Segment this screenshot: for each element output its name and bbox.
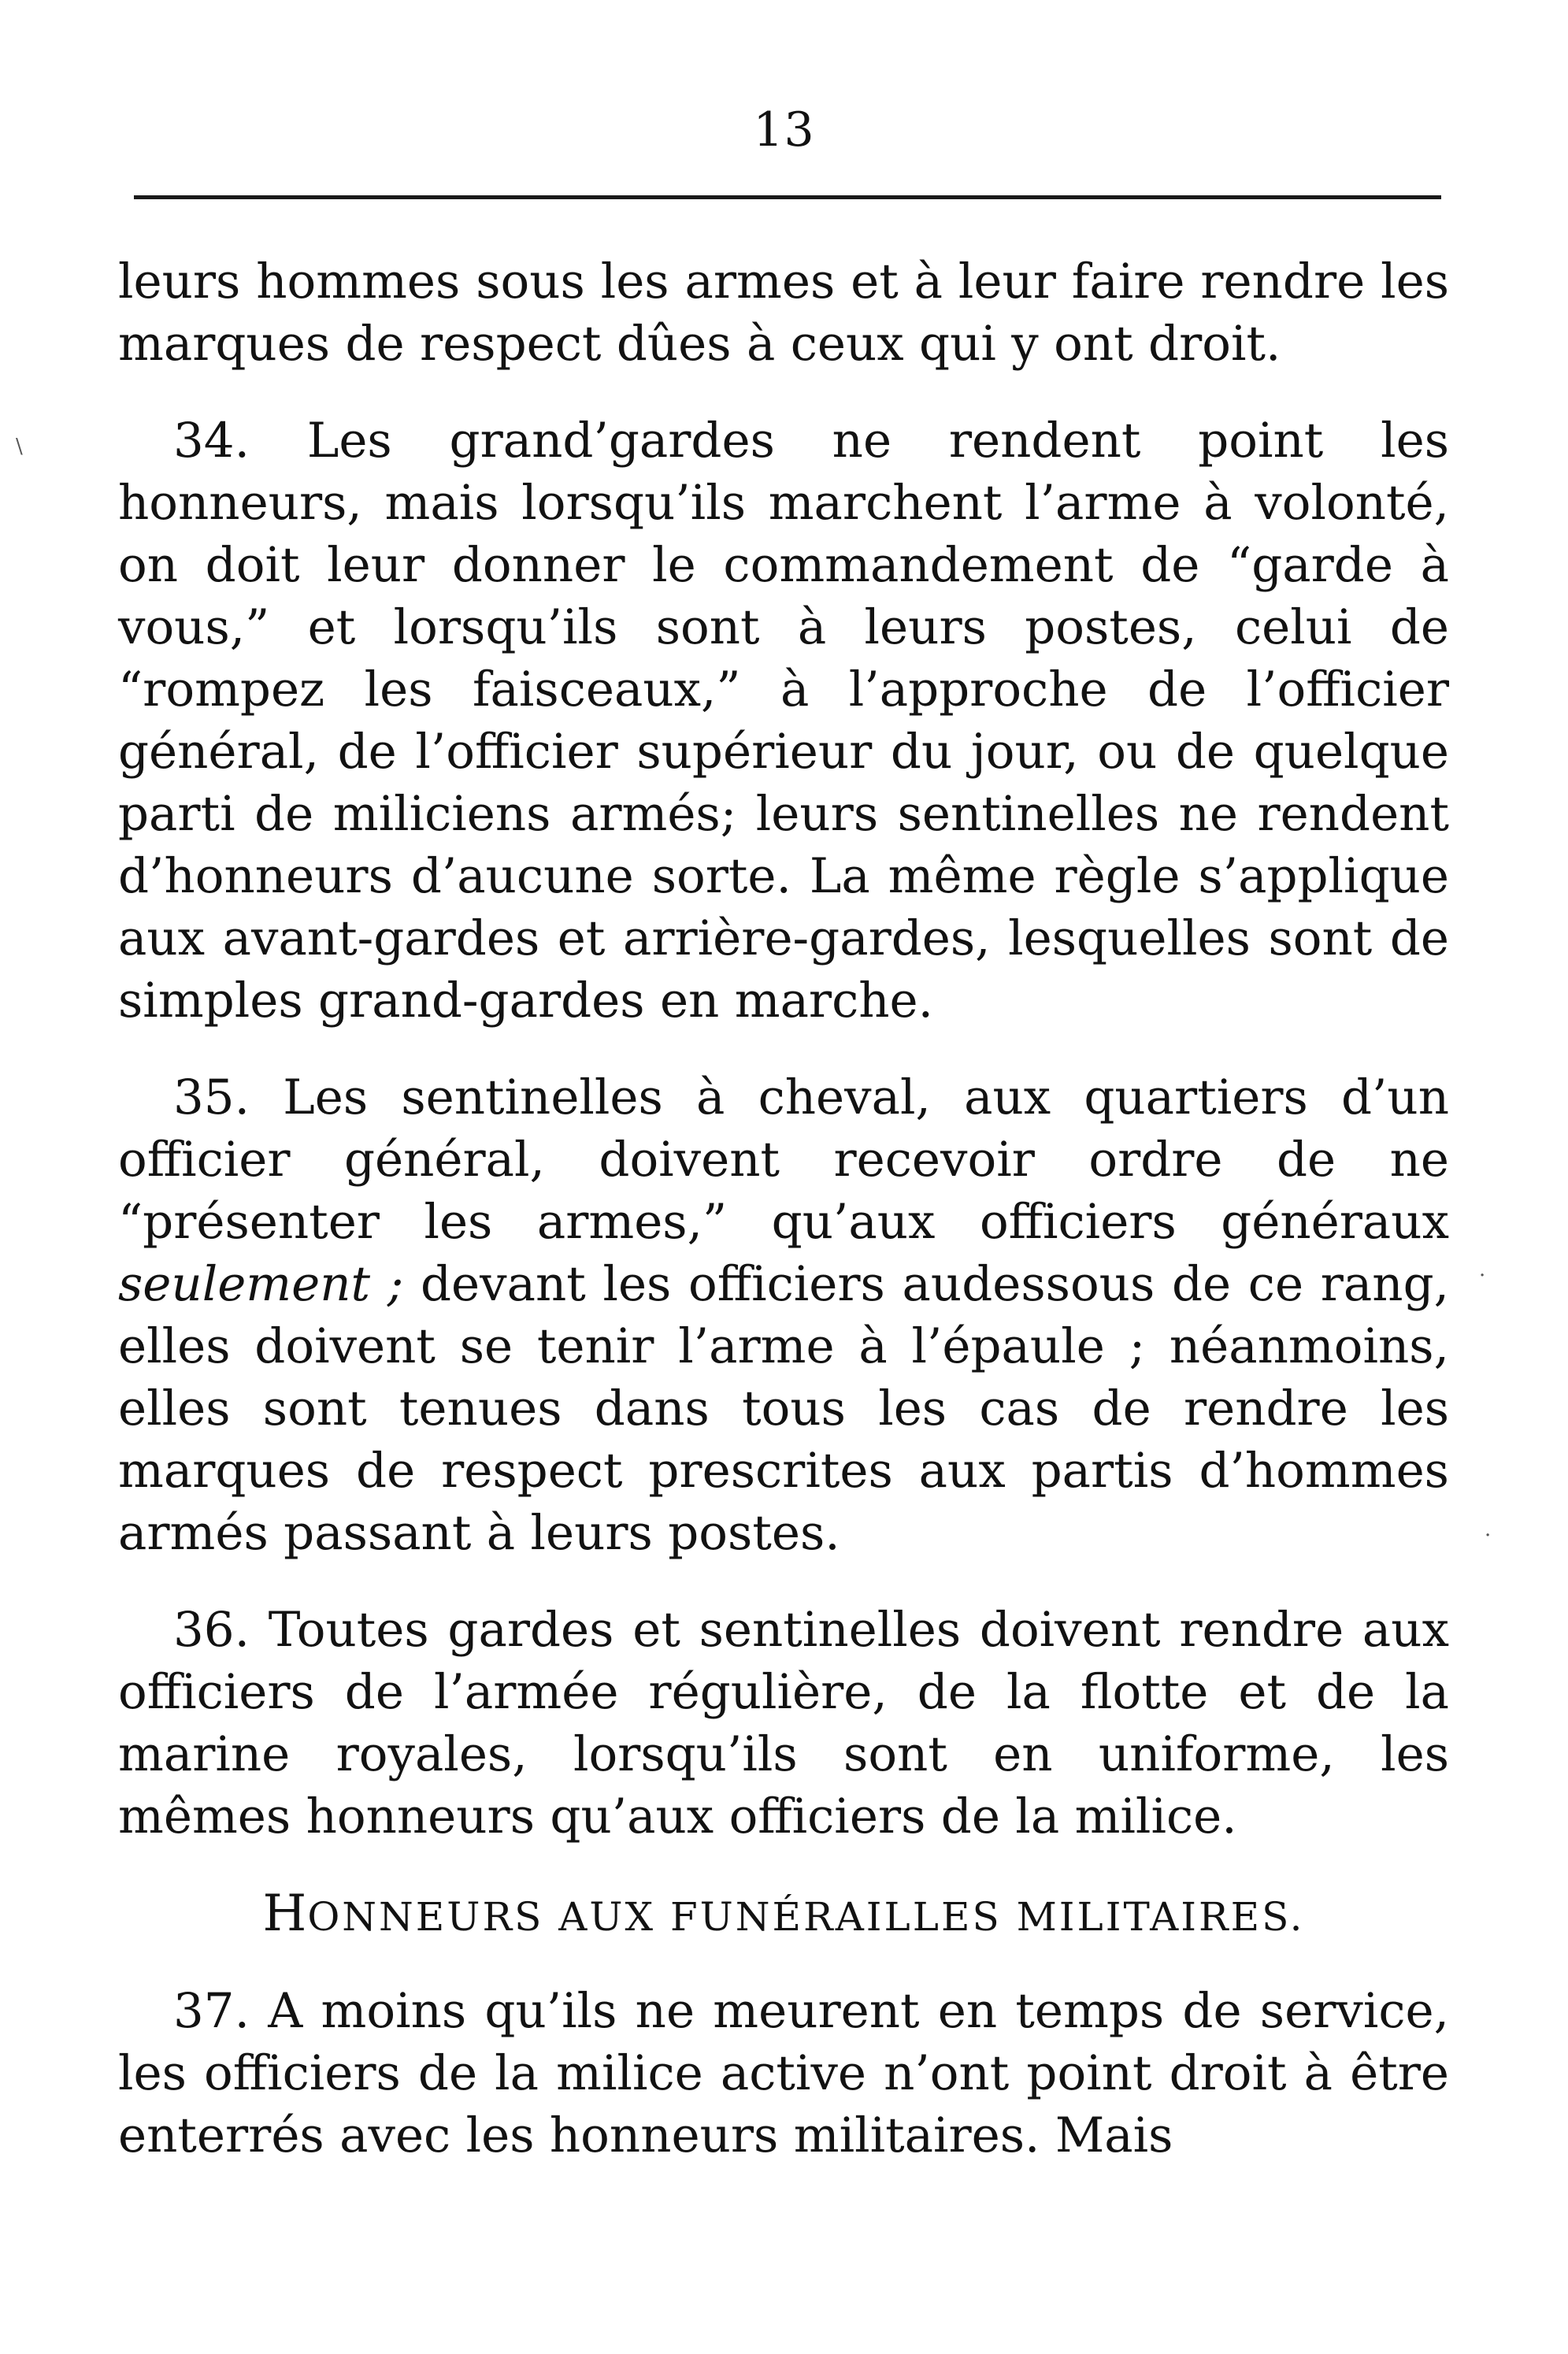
header-rule — [134, 195, 1441, 199]
section-heading-text: ONNEURS AUX FUNÉRAILLES MILITAIRES. — [307, 1894, 1305, 1940]
section-heading — [118, 1882, 1449, 1948]
paragraph-36: 36. Toutes gardes et sentinelles doivent rendre aux officiers de l’armée régulière, de la flotte et de la marine royales, lorsqu’ils sont en uniforme, les mêmes honneurs qu’aux officiers de la milice. — [118, 1602, 1449, 1844]
page-number: 13 — [753, 102, 815, 158]
section-heading-initial: H — [262, 1885, 308, 1943]
paragraph-35-text-start: 35. Les sentinelles à cheval, aux quartiers d’un officier général, doivent recevoir ordre de ne “présenter les armes,” qu’aux officiers généraux — [118, 1069, 1449, 1250]
paragraph-35 — [118, 1066, 1449, 1564]
paragraph-35-emphasis: seulement ; — [118, 1256, 404, 1312]
paragraph-37: 37. A moins qu’ils ne meurent en temps de service, les officiers de la milice active n’ont point droit à être enterrés avec les honneurs militaires. Mais — [118, 1983, 1449, 2163]
paragraph-continuation: leurs hommes sous les armes et à leur faire rendre les marques de respect dûes à ceux qui y ont droit. — [118, 254, 1449, 372]
margin-mark: · — [1479, 1264, 1486, 1288]
margin-mark: · — [1485, 1524, 1492, 1548]
page-body — [118, 250, 1449, 2167]
paragraph-34: 34. Les grand’gardes ne rendent point les honneurs, mais lorsqu’ils marchent l’arme à volonté, on doit leur donner le commandement de “garde à vous,” et lorsqu’ils sont à leurs postes, celui de “rompez les faisceaux,” à l’approche de l’officier général, de l’officier supérieur du jour, ou de quelque parti de miliciens armés; leurs sentinelles ne rendent d’honneurs d’aucune sorte. La même règle s’applique aux avant-gardes et arrière-gardes, lesquelles sont de simples grand-gardes en marche. — [118, 413, 1449, 1029]
paragraph-35-text-end: devant les officiers audessous de ce rang, elles doivent se tenir l’arme à l’épaule ; néanmoins, elles sont tenues dans tous les cas de rendre les marques de respect prescrites aux partis d’hommes armés passant à leurs postes. — [118, 1256, 1450, 1561]
margin-mark: \ — [16, 435, 23, 458]
